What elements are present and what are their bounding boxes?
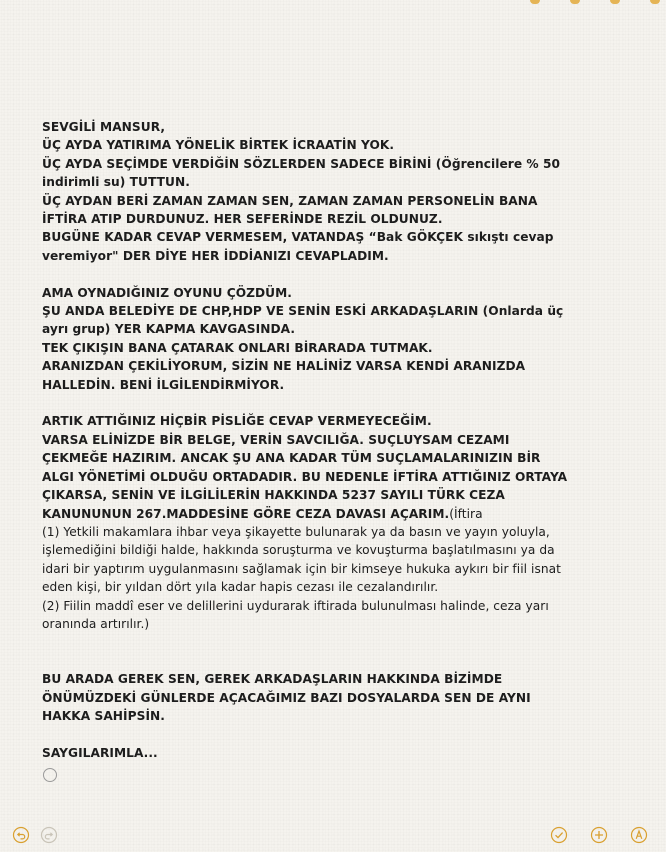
redo-button[interactable] <box>40 826 58 844</box>
note-line: işlemediğini bildiği halde, hakkında soruşturma ve kovuşturma başlatılmasını ya da <box>42 543 555 558</box>
blank-line <box>42 633 622 670</box>
note-line: TEK ÇIKIŞIN BANA ÇATARAK ONLARI BİRARADA TUTMAK. <box>42 340 433 355</box>
note-line: indirimli su) TUTTUN. <box>42 175 190 190</box>
note-line: SAYGILARIMLA... <box>42 745 158 760</box>
checklist-icon <box>550 826 568 844</box>
top-toolbar-edge <box>530 0 660 6</box>
checklist-button[interactable] <box>550 826 568 844</box>
note-line <box>42 505 622 523</box>
note-line: VARSA ELİNİZDE BİR BELGE, VERİN SAVCILIĞA. SUÇLUYSAM CEZAMI <box>42 432 510 447</box>
blank-line <box>42 725 622 743</box>
note-line: ayrı grup) YER KAPMA KAVGASINDA. <box>42 322 295 337</box>
note-line: SEVGİLİ MANSUR, <box>42 120 166 134</box>
add-icon <box>590 826 608 844</box>
note-line: İFTİRA ATIP DURDUNUZ. HER SEFERİNDE REZİL OLDUNUZ. <box>42 212 443 227</box>
top-toolbar-icon[interactable] <box>610 0 620 4</box>
note-line: idari bir yaptırım uygulanmasını sağlamak için bir kimseye hukuka aykırı bir fiil isnat <box>42 561 561 576</box>
note-line: ÇIKARSA, SENİN VE İLGİLİLERİN HAKKINDA 5237 SAYILI TÜRK CEZA <box>42 488 505 503</box>
note-line: ALGI YÖNETİMİ OLDUĞU ORTADADIR. BU NEDENLE İFTİRA ATTIĞINIZ ORTAYA <box>42 469 568 484</box>
note-body[interactable] <box>42 118 622 782</box>
add-button[interactable] <box>590 826 608 844</box>
note-line: HAKKA SAHİPSİN. <box>42 708 165 723</box>
top-toolbar-icon[interactable] <box>570 0 580 4</box>
note-line: ARANIZDAN ÇEKİLİYORUM, SİZİN NE HALİNİZ VARSA KENDİ ARANIZDA <box>42 359 526 374</box>
note-line: (1) Yetkili makamlara ihbar veya şikayette bulunarak ya da basın ve yayın yoluyla, <box>42 524 550 539</box>
note-line-regular: (İftira <box>449 506 483 521</box>
note-line: ÜÇ AYDAN BERİ ZAMAN ZAMAN SEN, ZAMAN ZAMAN PERSONELİN BANA <box>42 193 538 208</box>
note-line: eden kişi, bir yıldan dört yıla kadar hapis cezası ile cezalandırılır. <box>42 580 439 595</box>
note-line: ÖNÜMÜZDEKİ GÜNLERDE AÇACAĞIMIZ BAZI DOSYALARDA SEN DE AYNI <box>42 690 531 705</box>
note-line: BU ARADA GEREK SEN, GEREK ARKADAŞLARIN HAKKINDA BİZİMDE <box>42 672 503 687</box>
blank-line <box>42 265 622 283</box>
blank-line <box>42 394 622 412</box>
note-line: ARTIK ATTIĞINIZ HİÇBİR PİSLİĞE CEVAP VERMEYECEĞİM. <box>42 414 432 429</box>
undo-icon <box>12 826 30 844</box>
top-toolbar-icon[interactable] <box>650 0 660 4</box>
bottom-toolbar-right <box>550 826 648 844</box>
note-line-bold: KANUNUNUN 267.MADDESİNE GÖRE CEZA DAVASI AÇARIM. <box>42 506 450 521</box>
bottom-toolbar-left <box>12 826 58 844</box>
note-line: BUGÜNE KADAR CEVAP VERMESEM, VATANDAŞ “Bak GÖKÇEK sıkıştı cevap <box>42 230 554 245</box>
note-line: ŞU ANDA BELEDİYE DE CHP,HDP VE SENİN ESKİ ARKADAŞLARIN (Onlarda üç <box>42 304 564 319</box>
note-line: oranında artırılır.) <box>42 616 150 631</box>
note-line: veremiyor" DER DİYE HER İDDİANIZI CEVAPLADIM. <box>42 248 389 263</box>
markup-icon <box>630 826 648 844</box>
redo-icon <box>40 826 58 844</box>
note-line: HALLEDİN. BENİ İLGİLENDİRMİYOR. <box>42 377 285 392</box>
note-line: ÜÇ AYDA SEÇİMDE VERDİĞİN SÖZLERDEN SADECE BİRİNİ (Öğrencilere % 50 <box>42 156 561 171</box>
note-line: AMA OYNADIĞINIZ OYUNU ÇÖZDÜM. <box>42 285 292 300</box>
note-line: ÇEKMEĞE HAZIRIM. ANCAK ŞU ANA KADAR TÜM SUÇLAMALARINIZIN BİR <box>42 451 541 466</box>
top-toolbar-icon[interactable] <box>530 0 540 4</box>
markup-button[interactable] <box>630 826 648 844</box>
note-line: (2) Fiilin maddî eser ve delillerini uydurarak iftirada bulunulması halinde, ceza yarı <box>42 598 549 613</box>
undo-button[interactable] <box>12 826 30 844</box>
note-line: ÜÇ AYDA YATIRIMA YÖNELİK BİRTEK İCRAATİN YOK. <box>42 138 395 153</box>
checklist-checkbox[interactable] <box>43 768 57 782</box>
